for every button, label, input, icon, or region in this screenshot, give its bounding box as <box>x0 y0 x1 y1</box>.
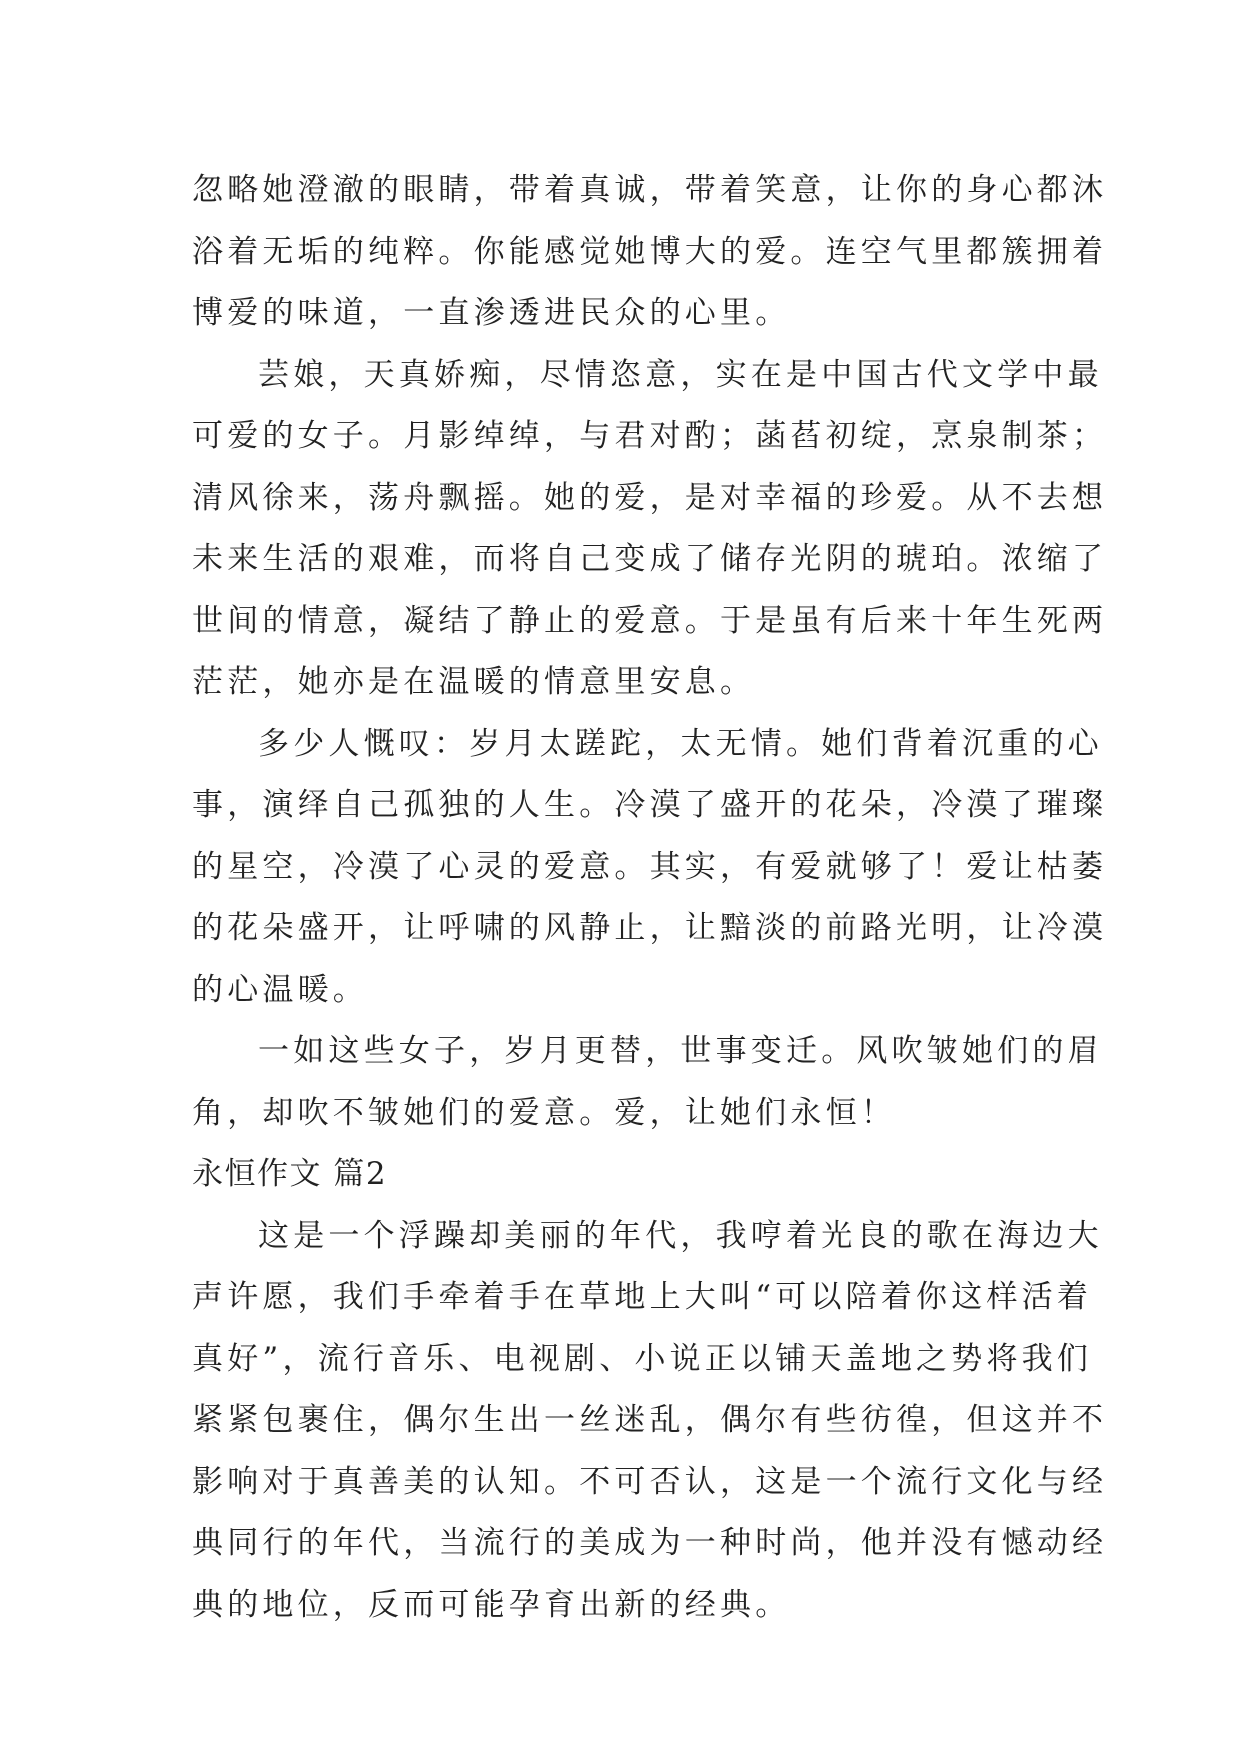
text-line: 声许愿，我们手牵着手在草地上大叫“可以陪着你这样活着 <box>192 1279 1093 1315</box>
text-line: 紧紧包裹住，偶尔生出一丝迷乱，偶尔有些彷徨，但这并不 <box>192 1402 1108 1438</box>
text-line: 茫茫，她亦是在温暖的情意里安息。 <box>192 664 756 700</box>
text-line: 世间的情意，凝结了静止的爱意。于是虽有后来十年生死两 <box>192 602 1108 639</box>
text-line: 博爱的味道，一直渗透进民众的心里。 <box>192 295 791 331</box>
document-body <box>192 160 1108 1636</box>
text-line: 影响对于真善美的认知。不可否认，这是一个流行文化与经 <box>192 1463 1108 1500</box>
text-line: 典的地位，反而可能孕育出新的经典。 <box>192 1586 791 1623</box>
text-line: 角，却吹不皱她们的爱意。爱，让她们永恒！ <box>192 1094 896 1131</box>
text-line: 浴着无垢的纯粹。你能感觉她博大的爱。连空气里都簇拥着 <box>192 233 1108 270</box>
text-line: 清风徐来，荡舟飘摇。她的爱，是对幸福的珍爱。从不去想 <box>192 479 1108 516</box>
text-line: 的星空，冷漠了心灵的爱意。其实，有爱就够了！爱让枯萎 <box>192 848 1108 885</box>
text-line: 忽略她澄澈的眼睛，带着真诚，带着笑意，让你的身心都沐 <box>192 172 1108 208</box>
text-line: 未来生活的艰难，而将自己变成了储存光阴的琥珀。浓缩了 <box>192 541 1108 577</box>
paragraph-start-line: 多少人慨叹：岁月太蹉跎，太无情。她们背着沉重的心 <box>258 725 1103 762</box>
text-line: 的心温暖。 <box>192 971 368 1008</box>
text-line: 事，演绎自己孤独的人生。冷漠了盛开的花朵，冷漠了璀璨 <box>192 787 1108 823</box>
text-line: 真好”，流行音乐、电视剧、小说正以铺天盖地之势将我们 <box>192 1340 1093 1377</box>
paragraph-start-line: 芸娘，天真娇痴，尽情恣意，实在是中国古代文学中最 <box>258 356 1103 393</box>
text-line: 典同行的年代，当流行的美成为一种时尚，他并没有憾动经 <box>192 1525 1108 1561</box>
text-line: 的花朵盛开，让呼啸的风静止，让黯淡的前路光明，让冷漠 <box>192 910 1108 946</box>
section-heading: 永恒作文 篇2 <box>192 1156 388 1192</box>
text-line: 可爱的女子。月影绰绰，与君对酌；菡萏初绽，烹泉制茶； <box>192 418 1108 454</box>
paragraph-start-line: 一如这些女子，岁月更替，世事变迁。风吹皱她们的眉 <box>258 1033 1103 1069</box>
paragraph-start-line: 这是一个浮躁却美丽的年代，我哼着光良的歌在海边大 <box>258 1217 1103 1254</box>
